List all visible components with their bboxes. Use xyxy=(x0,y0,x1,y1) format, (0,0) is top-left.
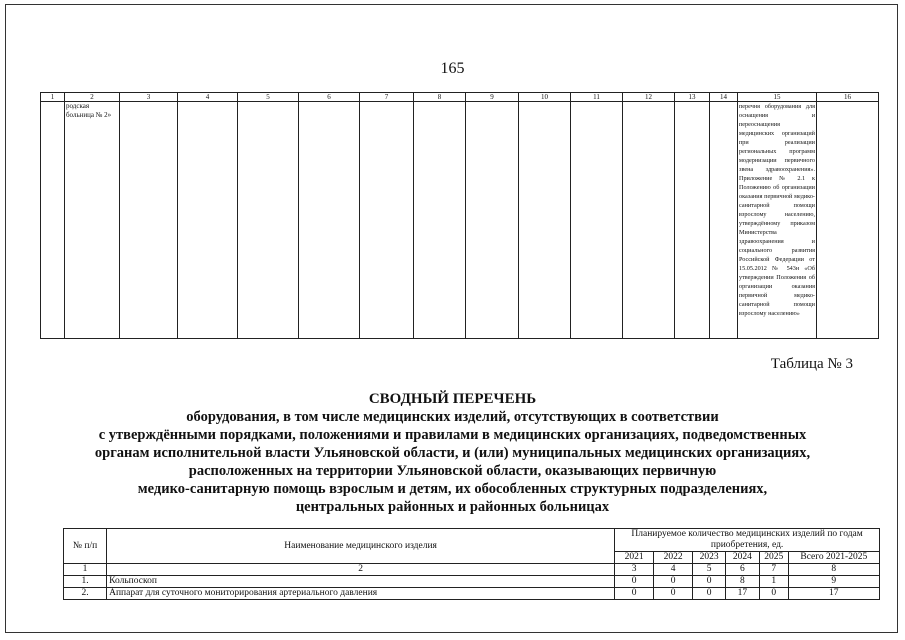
quantity-cell: 17 xyxy=(726,588,760,600)
col-number: 2 xyxy=(107,564,615,576)
col-number: 10 xyxy=(519,93,571,102)
regulation-reference-cell: перечня оборудования для оснащения и переоснащения медицинских организаций при реализации региональных программ модернизации первичного звена здравоохранения». Приложение № 2.1 к Положению об организации оказания первичной медико-санитарной помощи взрослому населению, утверждённому приказом Министерства здравоохранения и социального развития Российской Федерации от 15.05.2012 № 543н «Об утверждении Положения об организации оказания первичной медико-санитарной помощи взрослому населению» xyxy=(738,102,817,339)
heading-title: СВОДНЫЙ ПЕРЕЧЕНЬ xyxy=(368,391,537,407)
col-number: 5 xyxy=(238,93,299,102)
year-header: 2022 xyxy=(654,552,693,564)
quantity-cell: 0 xyxy=(654,588,693,600)
table-row xyxy=(64,588,880,600)
item-name: Кольпоскоп xyxy=(107,576,615,588)
row-number: 1. xyxy=(64,576,107,588)
quantity-cell: 0 xyxy=(654,576,693,588)
item-name: Аппарат для суточного мониторирования артериального давления xyxy=(107,588,615,600)
quantity-cell: 0 xyxy=(693,576,726,588)
col-number: 3 xyxy=(615,564,654,576)
col-number: 13 xyxy=(675,93,710,102)
col-number: 7 xyxy=(360,93,414,102)
heading-line: центральных районных и районных больницах xyxy=(295,499,610,515)
col-number: 6 xyxy=(299,93,360,102)
col-number: 12 xyxy=(623,93,675,102)
year-header: 2025 xyxy=(759,552,788,564)
quantity-cell: 8 xyxy=(726,576,760,588)
col-number: 7 xyxy=(759,564,788,576)
total-cell: 9 xyxy=(788,576,879,588)
equipment-table xyxy=(63,528,880,600)
table-caption: Таблица № 3 xyxy=(770,356,853,372)
col-number: 5 xyxy=(693,564,726,576)
col-number: 8 xyxy=(788,564,879,576)
col-number: 9 xyxy=(466,93,519,102)
heading-line: медико-санитарную помощь взрослым и детям, их обособленных структурных подразделениях, xyxy=(137,481,768,497)
heading-line: оборудования, в том числе медицинских изделий, отсутствующих в соответствии xyxy=(186,409,719,425)
header-item-name: Наименование медицинского изделия xyxy=(107,529,615,564)
col-number: 14 xyxy=(710,93,738,102)
total-header: Всего 2021-2025 xyxy=(788,552,879,564)
heading-line: расположенных на территории Ульяновской области, оказывающих первичную xyxy=(188,463,717,479)
table-row xyxy=(41,102,879,339)
col-number: 4 xyxy=(178,93,238,102)
heading-line: с утверждёнными порядками, положениями и правилами в медицинских организациях, подведомственных xyxy=(98,427,807,443)
col-number: 16 xyxy=(817,93,879,102)
col-number: 4 xyxy=(654,564,693,576)
year-header: 2024 xyxy=(726,552,760,564)
col-number: 8 xyxy=(414,93,466,102)
col-number: 15 xyxy=(738,93,817,102)
page-number: 165 xyxy=(440,60,465,77)
col-number: 6 xyxy=(726,564,760,576)
year-header: 2023 xyxy=(693,552,726,564)
row-number: 2. xyxy=(64,588,107,600)
total-cell: 17 xyxy=(788,588,879,600)
quantity-cell: 0 xyxy=(693,588,726,600)
year-header: 2021 xyxy=(615,552,654,564)
col-number: 2 xyxy=(65,93,120,102)
continuation-table xyxy=(40,92,879,339)
quantity-cell: 0 xyxy=(615,576,654,588)
header-number: № п/п xyxy=(64,529,107,564)
quantity-cell: 0 xyxy=(759,588,788,600)
column-number-row xyxy=(64,564,880,576)
col-number: 3 xyxy=(120,93,178,102)
heading-line: органам исполнительной власти Ульяновской области, и (или) муниципальных медицинских организациях, xyxy=(94,445,811,461)
col-number: 11 xyxy=(571,93,623,102)
quantity-cell: 1 xyxy=(759,576,788,588)
table-row xyxy=(64,576,880,588)
col-number: 1 xyxy=(64,564,107,576)
col-number: 1 xyxy=(41,93,65,102)
document-heading xyxy=(20,390,885,516)
quantity-cell: 0 xyxy=(615,588,654,600)
organization-name-cell: родская больница № 2» xyxy=(65,102,120,339)
header-planned-quantity: Планируемое количество медицинских изделий по годам приобретения, ед. xyxy=(615,529,880,552)
column-number-row xyxy=(41,93,879,102)
